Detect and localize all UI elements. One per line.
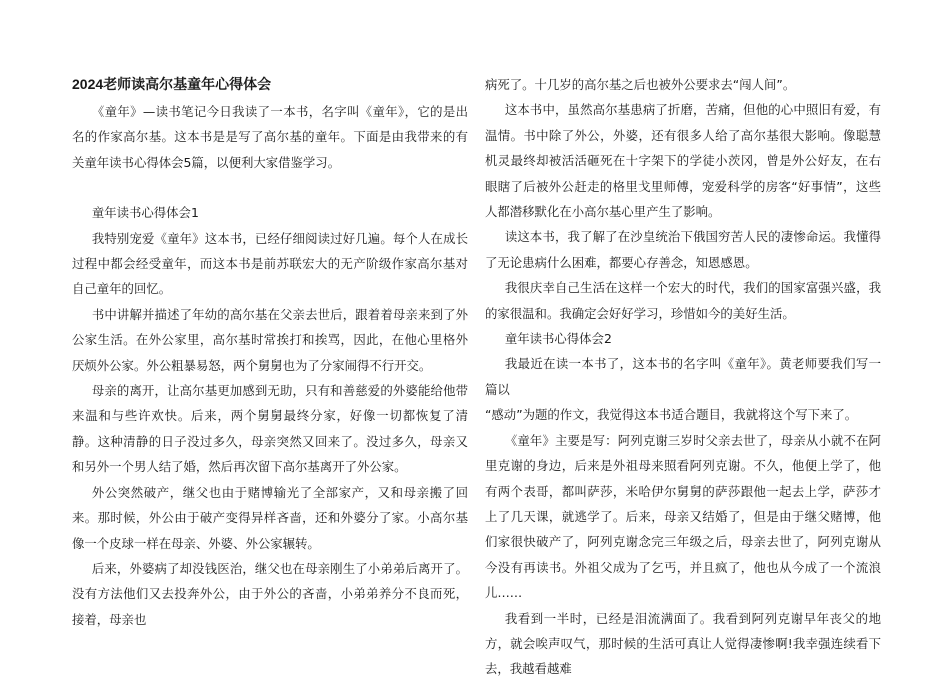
body-paragraph: 我最近在读一本书了，这本书的名字叫《童年》。黄老师要我们写一篇以 [485, 356, 881, 397]
body-paragraph-continued: “感动”为题的作文，我觉得这本书适合题目，我就将这个写下来了。 [485, 407, 858, 423]
body-paragraph: 我很庆幸自己生活在这样一个宏大的时代，我们的国家富强兴盛，我的家很温和。我确定会好好学习，珍惜如今的美好生活。 [485, 280, 881, 321]
body-paragraph: 外公突然破产，继父也由于赌博输光了全部家产，又和母亲搬了回来。那时候，外公由于破产变得异样吝啬，还和外婆分了家。小高尔基像一个皮球一样在母亲、外婆、外公家辗转。 [72, 484, 468, 551]
body-paragraph: 书中讲解并描述了年幼的高尔基在父亲去世后，跟着着母亲来到了外公家生活。在外公家里，高尔基时常挨打和挨骂，因此，在他心里格外厌烦外公家。外公粗暴易怒，两个舅舅也为了分家闹得不行开交。 [72, 306, 468, 373]
right-column [485, 72, 881, 682]
body-paragraph: 后来，外婆病了却没钱医治，继父也在母亲刚生了小弟弟后离开了。没有方法他们又去投奔外公，由于外公的吝啬，小弟弟养分不良而死，接着，母亲也 [72, 560, 468, 627]
section-heading-2: 童年读书心得体会2 [504, 331, 612, 347]
body-paragraph: 读这本书，我了解了在沙皇统治下俄国穷苦人民的凄惨命运。我懂得了无论患病什么困难，都要心存善念，知恩感恩。 [485, 229, 881, 270]
section-heading-1: 童年读书心得体会1 [91, 205, 199, 221]
spacer [72, 175, 468, 200]
document-title: 2024老师读高尔基童年心得体会 [72, 76, 272, 92]
continued-paragraph: 病死了。十几岁的高尔基之后也被外公要求去“闯人间”。 [485, 77, 796, 92]
body-paragraph: 我看到一半时，已经是泪流满面了。我看到阿列克谢早年丧父的地方，就会唉声叹气，那时候的生活可真让人觉得凄惨啊!我幸强连续看下去，我越看越难 [485, 610, 881, 677]
body-paragraph: 《童年》主要是写：阿列克谢三岁时父亲去世了，母亲从小就不在阿里克谢的身边，后来是外祖母来照看阿列克谢。不久，他便上学了，他有两个表哥，都叫萨莎，米哈伊尔舅舅的萨莎跟他一起去上学，萨莎才上了几天课，就逃学了。后来，母亲又结婚了，但是由于继父赌博，他们家很快破产了，阿列克谢念完三年级之后，母亲去世了，阿列克谢从今没有再读书。外祖父成为了乞丐，并且疯了，他也从今成了一个流浪儿…… [485, 432, 881, 601]
intro-paragraph: 《童年》—读书笔记今日我读了一本书，名字叫《童年》，它的是出名的作家高尔基。这本书是是写了高尔基的童年。下面是由我带来的有关童年读书心得体会5篇，以便利大家借鉴学习。 [72, 104, 468, 170]
body-paragraph: 我特别宠爱《童年》这本书，已经仔细阅读过好几遍。每个人在成长过程中都会经受童年，而这本书是前苏联宏大的无产阶级作家高尔基对自己童年的回忆。 [72, 230, 468, 297]
body-paragraph: 母亲的离开，让高尔基更加感到无助，只有和善慈爱的外婆能给他带来温和与些许欢快。后来，两个舅舅最终分家，好像一切都恢复了清静。这种清静的日子没过多久，母亲突然又回来了。没过多久，母亲又和另外一个男人结了婚，然后再次留下高尔基离开了外公家。 [72, 383, 468, 475]
left-column [72, 72, 468, 632]
body-paragraph: 这本书中，虽然高尔基患病了折磨，苦痛，但他的心中照旧有爱，有温情。书中除了外公，外婆，还有很多人给了高尔基很大影响。像聪慧机灵最终却被活活砸死在十字架下的学徒小茨冈，曾是外公好友，在右眼瞎了后被外公赶走的格里戈里师傅，宠爱科学的房客“好事情”，这些人都潜移默化在小高尔基心里产生了影响。 [485, 102, 881, 220]
